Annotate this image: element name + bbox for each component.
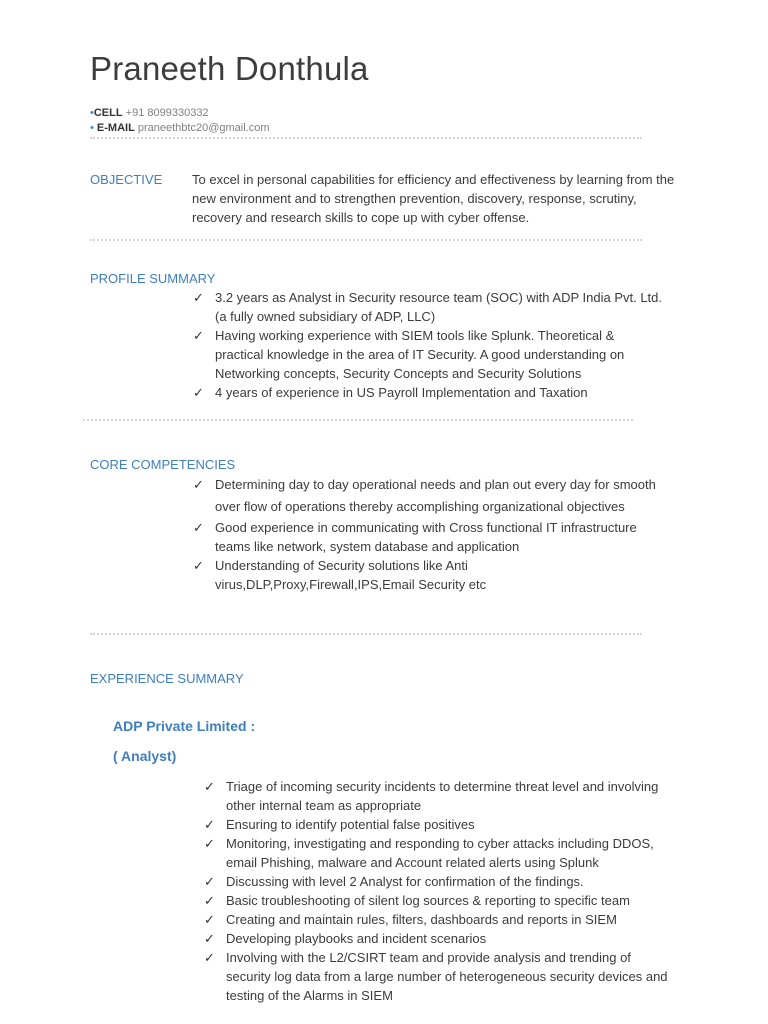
list-item: ✓ Creating and maintain rules, filters, dashboards and reports in SIEM	[204, 912, 617, 927]
email-label: E-MAIL	[96, 122, 135, 134]
list-item: ✓ 3.2 years as Analyst in Security resource team (SOC) with ADP India Pvt. Ltd. (a fully owned subsidiary of ADP, LLC)	[193, 290, 663, 324]
bullet-icon: •	[90, 107, 94, 119]
checkmark-icon: ✓	[204, 931, 215, 946]
divider	[90, 137, 642, 139]
checkmark-icon: ✓	[204, 779, 215, 794]
list-item: ✓ Understanding of Security solutions like Anti virus,DLP,Proxy,Firewall,IPS,Email Security etc	[193, 558, 487, 592]
experience-duties-list	[204, 777, 676, 1005]
company-name: ADP Private Limited :	[113, 718, 256, 734]
checkmark-icon: ✓	[193, 520, 204, 535]
list-item: ✓ Ensuring to identify potential false positives	[204, 817, 475, 832]
contact-cell	[90, 107, 209, 119]
divider	[83, 419, 633, 421]
list-item: ✓ 4 years of experience in US Payroll Implementation and Taxation	[193, 385, 588, 400]
divider	[90, 239, 642, 241]
checkmark-icon: ✓	[193, 385, 204, 400]
list-item: ✓ Monitoring, investigating and responding to cyber attacks including DDOS, email Phishing, malware and Account related alerts using Splunk	[204, 836, 654, 870]
checkmark-icon: ✓	[204, 893, 215, 908]
objective-heading: OBJECTIVE	[90, 172, 163, 187]
list-item: ✓ Developing playbooks and incident scenarios	[204, 931, 487, 946]
checkmark-icon: ✓	[204, 874, 215, 889]
profile-summary-list	[193, 288, 665, 402]
objective-text: To excel in personal capabilities for efficiency and effectiveness by learning from the new environment and to strengthen prevention, discovery, response, scrutiny, recovery and research skills to cope up with cyber offense.	[192, 172, 675, 225]
core-competencies-list	[193, 474, 675, 594]
checkmark-icon: ✓	[204, 836, 215, 851]
list-item: ✓ Involving with the L2/CSIRT team and provide analysis and trending of security log data from a large number of heterogeneous security devices and testing of the Alarms in SIEM	[204, 950, 668, 1003]
checkmark-icon: ✓	[193, 328, 204, 343]
list-item: ✓ Discussing with level 2 Analyst for confirmation of the findings.	[204, 874, 584, 889]
cell-value: +91 8099330332	[125, 107, 209, 119]
list-item: ✓ Having working experience with SIEM tools like Splunk. Theoretical & practical knowledge in the area of IT Security. A good understanding on Networking concepts, Security Concepts and Security Solutions	[193, 328, 625, 381]
checkmark-icon: ✓	[204, 817, 215, 832]
checkmark-icon: ✓	[204, 950, 215, 965]
divider	[90, 633, 642, 635]
checkmark-icon: ✓	[193, 558, 204, 573]
contact-email	[90, 122, 270, 134]
list-item: ✓ Basic troubleshooting of silent log sources & reporting to specific team	[204, 893, 630, 908]
checkmark-icon: ✓	[193, 290, 204, 305]
list-item: ✓ Good experience in communicating with Cross functional IT infrastructure teams like network, system database and application	[193, 520, 637, 554]
candidate-name: Praneeth Donthula	[90, 50, 369, 87]
checkmark-icon: ✓	[204, 912, 215, 927]
job-role: ( Analyst)	[113, 748, 177, 764]
profile-summary-heading: PROFILE SUMMARY	[90, 271, 216, 286]
list-item: ✓ Triage of incoming security incidents to determine threat level and involving other internal team as appropriate	[204, 779, 659, 813]
list-item: ✓ Determining day to day operational needs and plan out every day for smooth over flow of operations thereby accomplishing organizational objectives	[215, 474, 675, 518]
experience-summary-heading: EXPERIENCE SUMMARY	[90, 671, 244, 686]
cell-label: CELL	[93, 107, 123, 119]
email-value[interactable]: praneethbtc20@gmail.com	[137, 122, 270, 134]
bullet-icon: •	[90, 122, 94, 134]
checkmark-icon: ✓	[193, 477, 204, 492]
core-competencies-heading: CORE COMPETENCIES	[90, 457, 236, 472]
